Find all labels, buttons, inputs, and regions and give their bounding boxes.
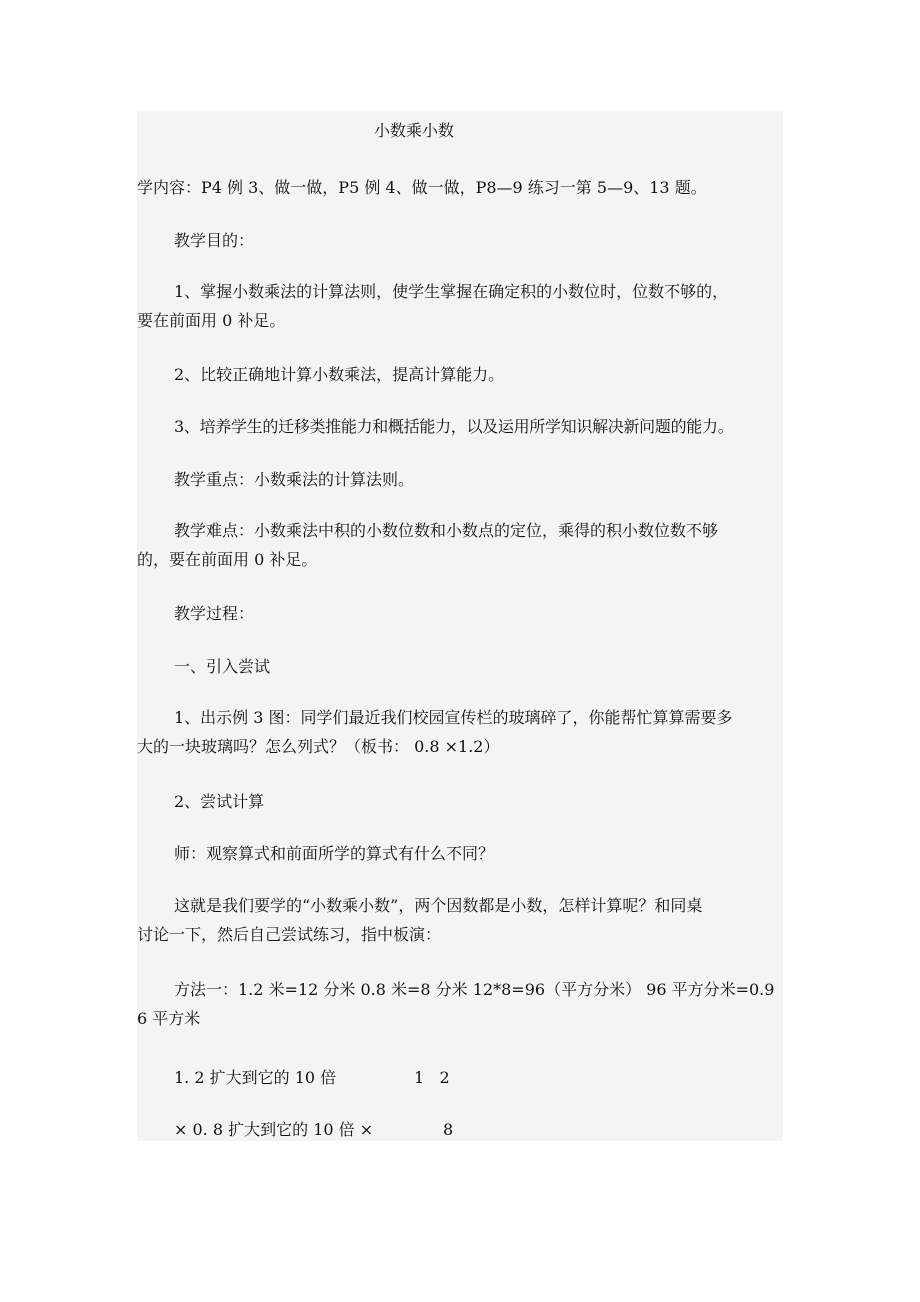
calc-row-2-digits: 8 [443, 1120, 454, 1139]
teacher-question: 师：观察算式和前面所学的算式有什么不同？ [174, 844, 495, 863]
difficulty: 教学难点：小数乘法中积的小数位数和小数点的定位，乘得的积小数位数不够 的，要在前面用 0 补足。 [137, 521, 719, 569]
teaching-content-line: 学内容：P4 例 3、做一做，P5 例 4、做一做，P8—9 练习一第 5—9、13 题。 [137, 178, 707, 197]
calc-row-1-label: 1. 2 扩大到它的 10 倍 [174, 1068, 337, 1087]
process-heading: 教学过程： [174, 604, 255, 623]
section-1-heading: 一、引入尝试 [174, 657, 271, 676]
step-2: 2、尝试计算 [174, 792, 265, 811]
key-point: 教学重点：小数乘法的计算法则。 [174, 470, 415, 489]
objective-1: 1、掌握小数乘法的计算法则，使学生掌握在确定积的小数位时，位数不够的， 要在前面用 0 补足。 [137, 282, 729, 330]
objective-2: 2、比较正确地计算小数乘法，提高计算能力。 [174, 365, 505, 384]
intro-paragraph: 这就是我们要学的“小数乘小数”，两个因数都是小数，怎样计算呢？和同桌 讨论一下，然后自己尝试练习，指中板演： [137, 896, 703, 944]
method-1: 方法一：1.2 米=12 分米 0.8 米=8 分米 12*8=96（平方分米） 96 平方分米=0.9 6 平方米 [137, 980, 775, 1028]
step-1: 1、出示例 3 图：同学们最近我们校园宣传栏的玻璃碎了，你能帮忙算算需要多 大的一块玻璃吗？怎么列式？（板书： 0.8 ×1.2） [137, 708, 733, 756]
document-title: 小数乘小数 [374, 121, 455, 140]
objective-3: 3、培养学生的迁移类推能力和概括能力，以及运用所学知识解决新问题的能力。 [174, 417, 734, 436]
objectives-heading: 教学目的： [174, 231, 255, 250]
calc-row-2-label: × 0. 8 扩大到它的 10 倍 × [174, 1120, 374, 1139]
document-body [137, 111, 783, 1141]
calc-row-1-digits: 1 2 [414, 1068, 450, 1087]
